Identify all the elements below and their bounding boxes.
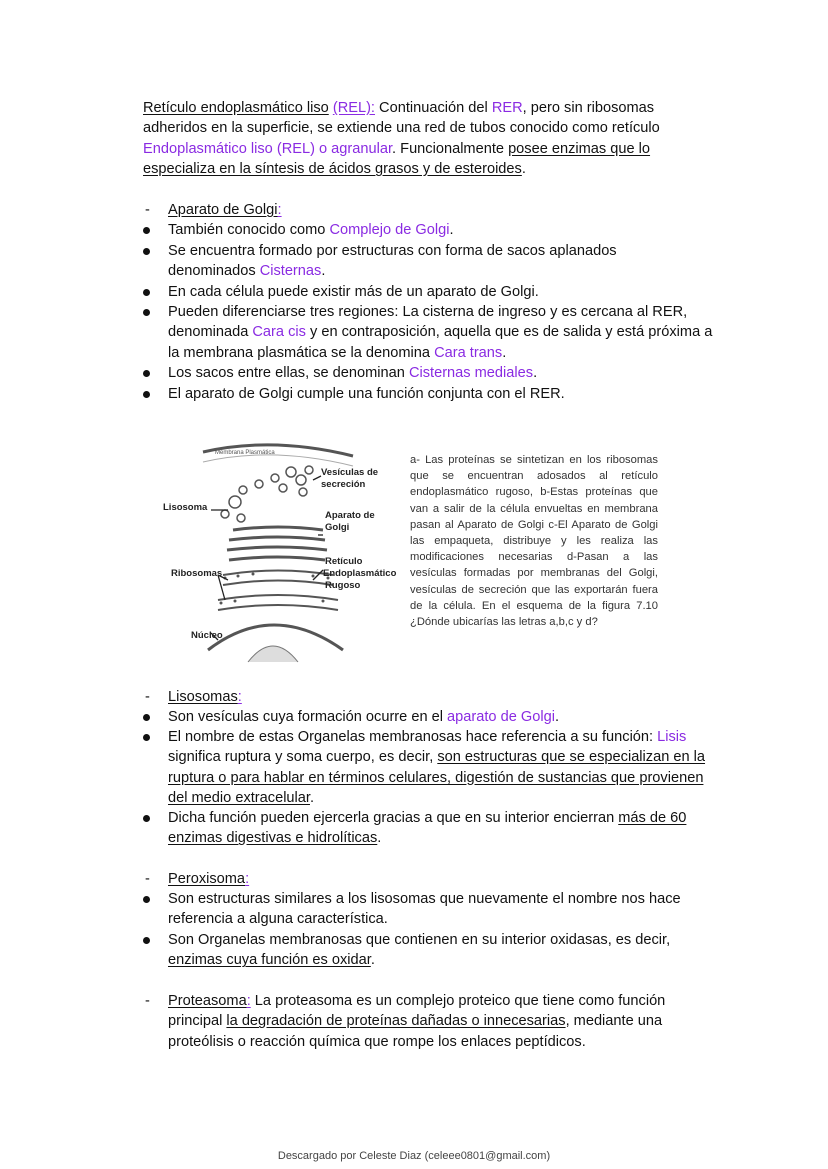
ribosomes	[220, 573, 330, 605]
lis-b3a: Dicha función pueden ejercerla gracias a que en su interior encierran	[168, 810, 619, 826]
lis-b2a: El nombre de estas Organelas membranosas hace referencia a su función:	[168, 729, 658, 745]
golgi-dash: -	[145, 202, 150, 218]
lis-b1a: Son vesículas cuya formación ocurre en el	[168, 709, 448, 725]
prot-t3: , mediante una proteólisis o reacción química que rompe los enlaces peptídicos.	[168, 1013, 663, 1050]
label-reticulo-2: Endoplasmático	[323, 568, 397, 579]
lisosomas-heading-text: Lisosomas	[168, 689, 238, 705]
rel-paragraph	[143, 98, 718, 179]
lisosomas-bullet-1-text	[168, 707, 723, 727]
lisosomas-heading-colon: :	[237, 689, 242, 705]
golgi-b4e: .	[502, 344, 507, 361]
perox-b2a: Son Organelas membranosas que contienen en su interior oxidasas, es decir,	[168, 932, 671, 948]
rel-rer: RER	[491, 100, 523, 116]
label-vesiculas-1: Vesículas de	[321, 467, 379, 478]
golgi-diagram	[163, 440, 413, 665]
lis-b2c: significa ruptura y soma cuerpo, es decir,	[168, 749, 438, 766]
golgi-b1a: También conocido como	[168, 222, 330, 238]
golgi-b4c: y en contraposición, aquella que es de salida y está próxima a la membrana plasmática se la denomina	[168, 324, 713, 361]
golgi-heading-colon: :	[277, 202, 282, 218]
bullet-icon	[143, 808, 163, 828]
label-vesiculas-2: secreción	[321, 479, 366, 490]
golgi-b5c: .	[533, 365, 538, 381]
golgi-b6: El aparato de Golgi cumple una función conjunta con el RER.	[168, 386, 565, 402]
bullet-icon	[143, 889, 163, 909]
golgi-b5a: Los sacos entre ellas, se denominan	[168, 365, 409, 381]
rel-name: Endoplasmático liso (REL) o agranular	[143, 140, 393, 157]
label-lisosoma: Lisosoma	[163, 502, 208, 513]
bullet-icon	[143, 241, 163, 261]
golgi-bullet-1-text	[168, 220, 723, 240]
rel-text-1: Continuación del	[375, 100, 492, 116]
label-reticulo-1: Retículo	[325, 556, 363, 567]
proteasoma-text	[168, 991, 723, 1052]
lisosomas-heading	[168, 687, 723, 707]
download-footer: Descargado por Celeste Diaz (celeee0801@gmail.com)	[277, 1150, 551, 1162]
label-aparato-2: Golgi	[325, 522, 350, 533]
rel-text-4: posee enzimas que lo especializa en la síntesis de ácidos grasos y de esteroides	[143, 140, 651, 177]
label-aparato-1: Aparato de	[325, 510, 375, 521]
rough-er	[218, 571, 338, 611]
rel-text-2: , pero sin ribosomas adheridos en la superficie, se extiende una red de tubos conocido como retículo	[143, 100, 660, 137]
peroxisoma-dash: -	[145, 871, 150, 887]
lisosomas-bullet-3-text	[168, 808, 723, 849]
perox-b2c: .	[370, 952, 375, 969]
golgi-b2c: .	[321, 263, 326, 280]
bullet-icon	[143, 220, 163, 240]
golgi-b2a: Se encuentra formado por estructuras con forma de sacos aplanados denominados	[168, 243, 617, 280]
lisosomas-dash: -	[145, 689, 150, 705]
lis-b3b: más de 60 enzimas digestivas e hidrolíticas	[168, 810, 687, 847]
rel-title-paren: (REL):	[332, 100, 375, 116]
prot-t1: La proteasoma es un complejo proteico que tiene como función principal	[168, 993, 666, 1030]
label-nucleo: Núcleo	[191, 630, 223, 641]
golgi-b4d: Cara trans	[434, 344, 503, 361]
rel-text-3: . Funcionalmente	[392, 140, 509, 157]
peroxisoma-heading	[168, 869, 723, 889]
golgi-b5b: Cisternas mediales	[408, 365, 534, 381]
bullet-icon	[143, 707, 163, 727]
golgi-b1c: .	[449, 222, 454, 238]
bullet-icon	[143, 930, 163, 950]
rel-title: Retículo endoplasmático liso	[143, 100, 329, 116]
golgi-heading-text: Aparato de Golgi	[168, 202, 278, 218]
golgi-b3: En cada célula puede existir más de un aparato de Golgi.	[168, 284, 539, 300]
lis-b2b: Lisis	[657, 729, 687, 745]
nucleus-icon	[248, 646, 298, 662]
secretion-vesicles	[239, 466, 313, 496]
golgi-bullet-4-text	[168, 302, 723, 363]
golgi-bullet-2-text	[168, 241, 648, 282]
bullet-icon	[143, 727, 163, 747]
label-membrana: Membrana Plasmática	[215, 450, 275, 456]
lisosomas-bullet-2-text	[168, 727, 723, 808]
peroxisoma-heading-colon: :	[245, 871, 250, 887]
golgi-b4b: Cara cis	[252, 324, 306, 341]
lis-b1b: aparato de Golgi	[447, 709, 555, 725]
proteasoma-dash: -	[145, 993, 150, 1009]
proteasoma-heading: Proteasoma	[168, 993, 247, 1009]
prot-t2: la degradación de proteínas dañadas o innecesarias	[226, 1013, 566, 1030]
bullet-icon	[143, 282, 163, 302]
lis-b2e: .	[309, 789, 315, 806]
lis-b3c: .	[377, 830, 382, 847]
golgi-b4a: Pueden diferenciarse tres regiones: La cisterna de ingreso y es cercana al RER, denominada	[168, 304, 688, 341]
figure-caption: a- Las proteínas se sintetizan en los ribosomas que se encuentran adosados al retículo endoplasmático rugoso, b-Estas proteínas que van a salir de la célula envueltas en membrana pasan al Aparato de Golgi c-El Aparato de Golgi las empaqueta, distribuye y les realiza las modificaciones necesarias d-Pasan a las vesículas formadas por membranas del Golgi, vesículas de secreción que las exportarán fuera de la célula. En el esquema de la figura 7.10 ¿Dónde ubicarías las letras a,b,c y d?	[410, 454, 658, 629]
peroxisoma-heading-text: Peroxisoma	[168, 871, 246, 887]
bullet-icon	[143, 384, 163, 404]
perox-b1: Son estructuras similares a los lisosomas que nuevamente el nombre nos hace referencia a alguna característica.	[168, 891, 681, 928]
lysosome	[221, 496, 245, 522]
rel-text-5: .	[521, 160, 526, 177]
golgi-heading	[168, 200, 723, 220]
lis-b2d: son estructuras que se especializan en la ruptura o para hablar en términos celulares, digestión de sustancias que provienen del medio extracelular	[168, 749, 706, 806]
golgi-stacks	[227, 527, 327, 560]
proteasoma-heading-colon: :	[246, 993, 251, 1009]
bullet-icon	[143, 302, 163, 322]
peroxisoma-bullet-2-text	[168, 930, 723, 971]
label-ribosomas: Ribosomas	[171, 568, 223, 579]
golgi-b2b: Cisternas	[259, 263, 322, 280]
bullet-icon	[143, 363, 163, 383]
golgi-bullet-5-text	[168, 363, 723, 383]
golgi-b1b: Complejo de Golgi	[329, 222, 450, 238]
perox-b2b: enzimas cuya función es oxidar	[168, 952, 371, 969]
lis-b1c: .	[554, 709, 560, 725]
label-reticulo-3: Rugoso	[325, 580, 361, 591]
